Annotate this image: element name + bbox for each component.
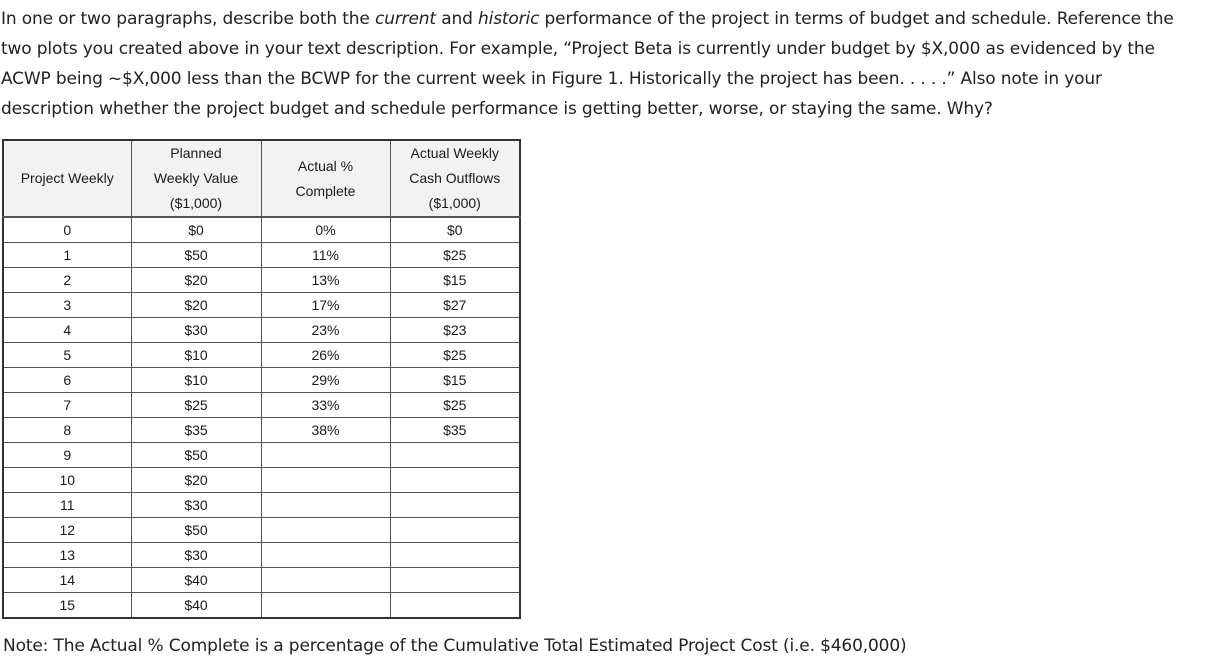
cell-percent-complete: 33%	[261, 393, 390, 418]
cell-week: 8	[3, 418, 131, 443]
header-project-weekly: Project Weekly	[3, 140, 131, 217]
cell-planned-value: $20	[131, 293, 261, 318]
prompt-current: current	[375, 9, 436, 29]
cell-cash-outflow	[390, 443, 520, 468]
cell-percent-complete: 38%	[261, 418, 390, 443]
cell-planned-value: $0	[131, 217, 261, 243]
cell-percent-complete: 17%	[261, 293, 390, 318]
cell-planned-value: $50	[131, 243, 261, 268]
cell-percent-complete: 23%	[261, 318, 390, 343]
cell-planned-value: $20	[131, 468, 261, 493]
header-planned-weekly-value: Planned Weekly Value ($1,000)	[131, 140, 261, 217]
cell-week: 9	[3, 443, 131, 468]
cell-week: 10	[3, 468, 131, 493]
cell-planned-value: $30	[131, 318, 261, 343]
project-data-table	[2, 139, 521, 619]
cell-percent-complete	[261, 518, 390, 543]
cell-cash-outflow: $23	[390, 318, 520, 343]
cell-week: 4	[3, 318, 131, 343]
cell-percent-complete	[261, 543, 390, 568]
table-row	[3, 418, 520, 443]
cell-planned-value: $25	[131, 393, 261, 418]
cell-week: 2	[3, 268, 131, 293]
cell-cash-outflow: $15	[390, 368, 520, 393]
cell-percent-complete: 26%	[261, 343, 390, 368]
cell-week: 7	[3, 393, 131, 418]
table-row	[3, 243, 520, 268]
cell-week: 3	[3, 293, 131, 318]
cell-planned-value: $10	[131, 343, 261, 368]
prompt-text-2: and	[435, 9, 478, 29]
prompt-historic: historic	[478, 9, 540, 29]
cell-week: 11	[3, 493, 131, 518]
cell-week: 12	[3, 518, 131, 543]
cell-week: 5	[3, 343, 131, 368]
cell-week: 13	[3, 543, 131, 568]
cell-cash-outflow: $35	[390, 418, 520, 443]
table-row	[3, 368, 520, 393]
cell-week: 1	[3, 243, 131, 268]
cell-cash-outflow: $27	[390, 293, 520, 318]
prompt-text-1: In one or two paragraphs, describe both the	[1, 9, 375, 29]
cell-week: 15	[3, 593, 131, 619]
header-actual-percent-complete: Actual % Complete	[261, 140, 390, 217]
table-row	[3, 493, 520, 518]
table-row	[3, 343, 520, 368]
cell-planned-value: $50	[131, 443, 261, 468]
cell-planned-value: $30	[131, 543, 261, 568]
cell-week: 0	[3, 217, 131, 243]
cell-cash-outflow: $15	[390, 268, 520, 293]
table-header-row	[3, 140, 520, 217]
table-row	[3, 217, 520, 243]
cell-planned-value: $30	[131, 493, 261, 518]
table-row	[3, 543, 520, 568]
cell-week: 14	[3, 568, 131, 593]
table-body	[3, 217, 520, 618]
cell-percent-complete	[261, 568, 390, 593]
cell-planned-value: $10	[131, 368, 261, 393]
cell-cash-outflow: $25	[390, 393, 520, 418]
cell-cash-outflow: $25	[390, 343, 520, 368]
cell-planned-value: $50	[131, 518, 261, 543]
cell-week: 6	[3, 368, 131, 393]
table-row	[3, 568, 520, 593]
note-text: Note: The Actual % Complete is a percentage of the Cumulative Total Estimated Project Cost (i.e. $460,000)	[3, 636, 907, 656]
cell-planned-value: $35	[131, 418, 261, 443]
cell-planned-value: $20	[131, 268, 261, 293]
cell-cash-outflow	[390, 518, 520, 543]
cell-cash-outflow	[390, 593, 520, 619]
table-row	[3, 268, 520, 293]
cell-cash-outflow: $0	[390, 217, 520, 243]
cell-percent-complete: 0%	[261, 217, 390, 243]
prompt-text-3: performance of the project in terms of budget and schedule. Reference the two plots you created above in your text description. For example, “Project Beta is currently under budget by $X,000 as evidenced by the ACWP being ~$X,000 less than the BCWP for the current week in Figure 1. Historically the project has been. . . . .” Also note in your description whether the project budget and schedule performance is getting better, worse, or staying the same. Why?	[1, 9, 1174, 119]
cell-percent-complete: 29%	[261, 368, 390, 393]
cell-cash-outflow	[390, 568, 520, 593]
cell-cash-outflow	[390, 468, 520, 493]
table-row	[3, 593, 520, 619]
table-row	[3, 293, 520, 318]
cell-percent-complete	[261, 443, 390, 468]
cell-percent-complete: 13%	[261, 268, 390, 293]
cell-percent-complete	[261, 468, 390, 493]
table-row	[3, 443, 520, 468]
cell-percent-complete	[261, 493, 390, 518]
cell-planned-value: $40	[131, 593, 261, 619]
cell-cash-outflow: $25	[390, 243, 520, 268]
table-row	[3, 393, 520, 418]
cell-cash-outflow	[390, 543, 520, 568]
table-row	[3, 468, 520, 493]
question-prompt	[1, 4, 1191, 124]
header-actual-weekly-cash-outflows: Actual Weekly Cash Outflows ($1,000)	[390, 140, 520, 217]
cell-percent-complete: 11%	[261, 243, 390, 268]
table-row	[3, 518, 520, 543]
cell-cash-outflow	[390, 493, 520, 518]
cell-planned-value: $40	[131, 568, 261, 593]
cell-percent-complete	[261, 593, 390, 619]
table-row	[3, 318, 520, 343]
